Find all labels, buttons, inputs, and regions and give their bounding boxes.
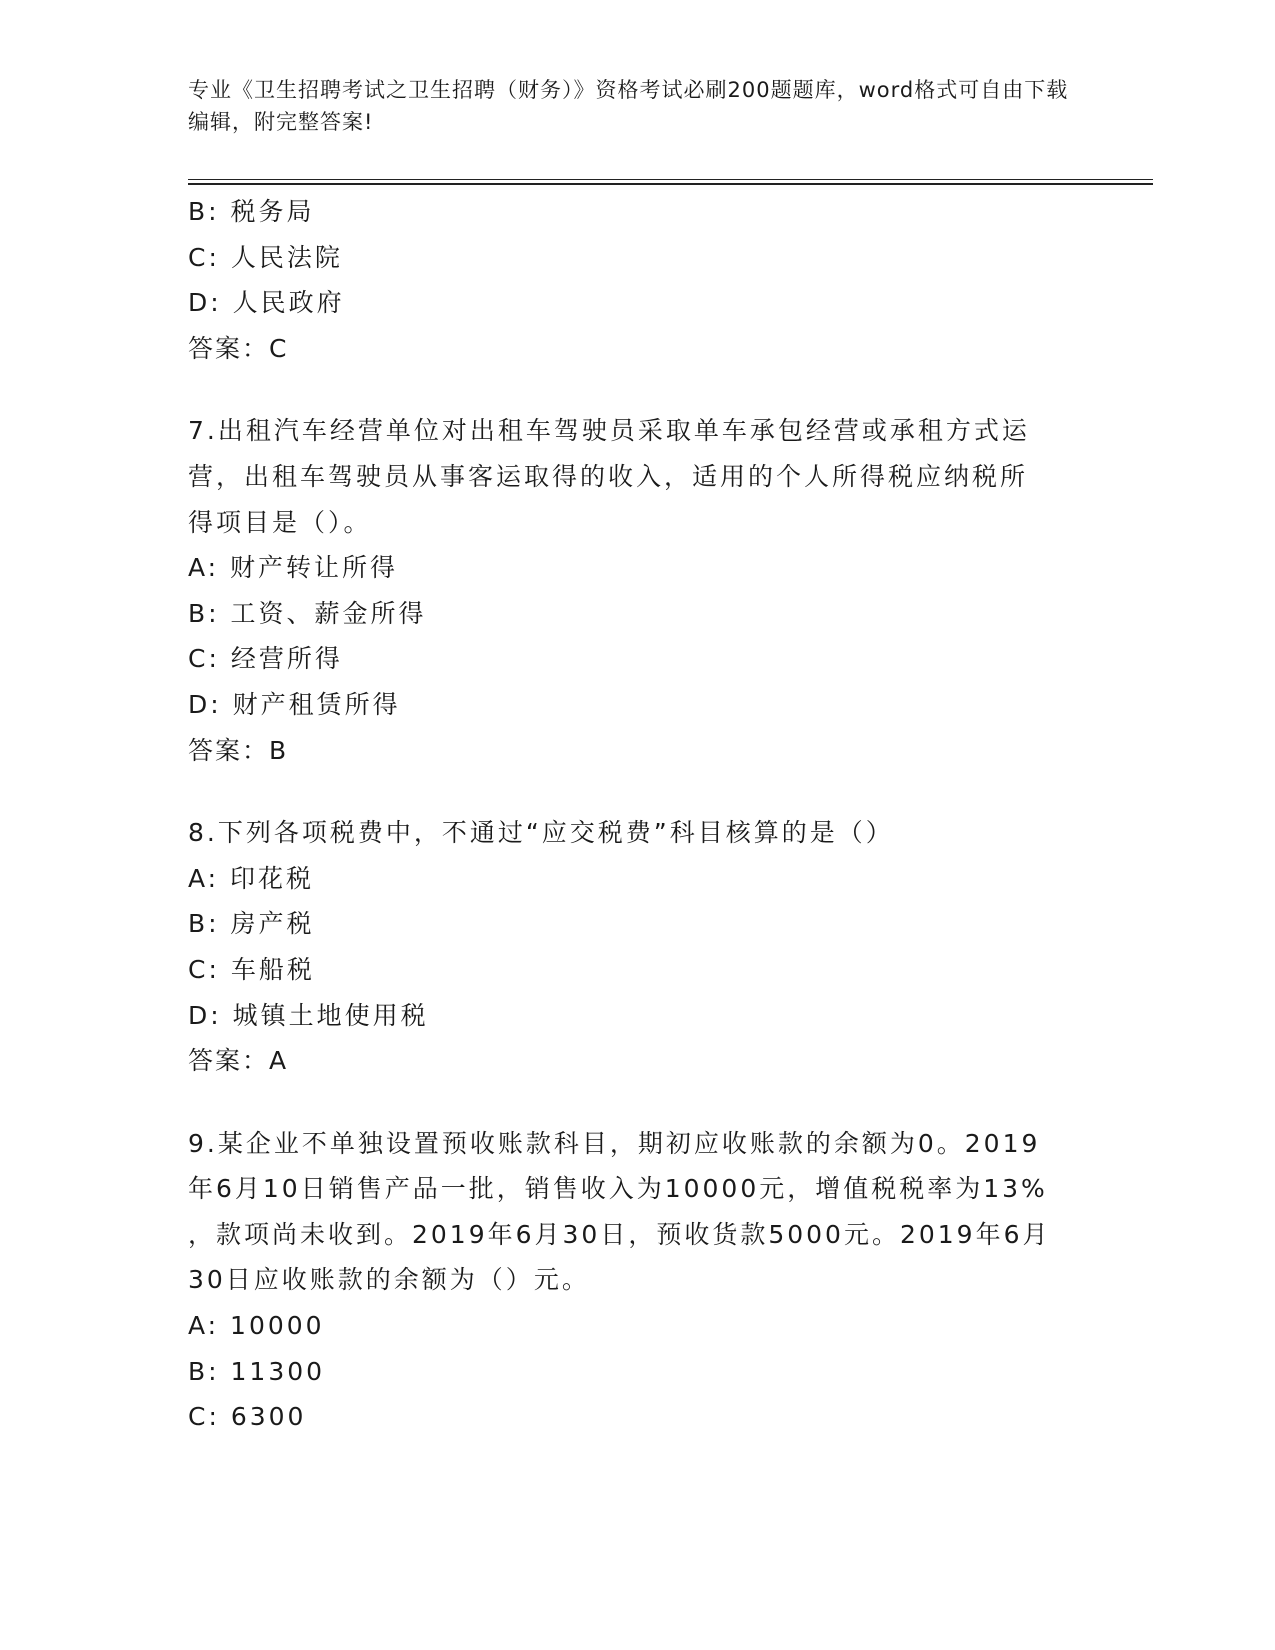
question-7 [188,408,1068,773]
option-b: B: 工资、薪金所得 [188,598,427,628]
option-b: B: 税务局 [188,197,315,226]
answer-label: 答案： [188,333,270,363]
answer-label: 答案： [188,1046,270,1076]
option-b: B: 11300 [188,1356,326,1386]
option-a: A: 印花税 [188,863,315,893]
option-d: D: 财产租赁所得 [188,689,401,719]
question-9 [188,1121,1068,1440]
option-c: C: 车船税 [188,954,315,984]
question-stem-line: 营，出租车驾驶员从事客运取得的收入，适用的个人所得税应纳税所 [188,461,1029,491]
question-stem-line: 7.出租汽车经营单位对出租车驾驶员采取单车承包经营或承租方式运 [188,416,1030,446]
answer-value: A [269,1046,289,1076]
header-divider-thick [188,183,1153,185]
question-stem-line: 8.下列各项税费中，不通过“应交税费”科目核算的是（） [188,818,894,848]
option-c: C: 经营所得 [188,644,343,674]
option-c: C: 6300 [188,1402,307,1432]
answer-line [188,728,1068,774]
question-6-continued [188,189,1068,371]
answer-line [188,1038,1068,1084]
question-stem-line: 年6月10日销售产品一批，销售收入为10000元，增值税税率为13% [188,1174,1048,1204]
answer-value: C [269,333,289,363]
option-a: A: 财产转让所得 [188,553,399,583]
question-stem-line: 得项目是（）。 [188,507,372,537]
question-stem-line: ，款项尚未收到。2019年6月30日，预收货款5000元。2019年6月 [188,1219,1051,1249]
option-a: A: 10000 [188,1311,325,1341]
option-d: D: 城镇土地使用税 [188,1000,429,1030]
document-body [188,189,1068,1440]
document-header: 专业《卫生招聘考试之卫生招聘（财务）》资格考试必刷200题题库，word格式可自由下载编辑，附完整答案! [188,78,1069,134]
answer-label: 答案： [188,735,270,765]
question-stem-line: 9.某企业不单独设置预收账款科目，期初应收账款的余额为0。2019 [188,1128,1041,1158]
option-b: B: 房产税 [188,909,315,939]
option-c: C: 人民法院 [188,242,343,272]
answer-value: B [269,735,289,765]
header-divider-thin [188,179,1153,180]
question-8 [188,810,1068,1084]
question-stem-line: 30日应收账款的余额为（）元。 [188,1265,590,1295]
answer-line [188,326,1068,372]
option-d: D: 人民政府 [188,288,345,318]
